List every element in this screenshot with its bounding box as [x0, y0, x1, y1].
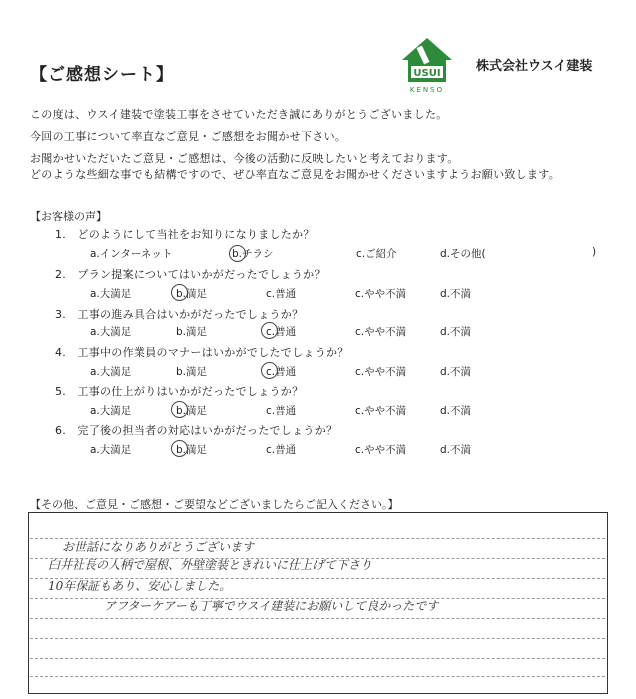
- selected-circle: [261, 362, 278, 379]
- option-c[interactable]: c.ご紹介: [356, 248, 397, 260]
- intro-line: 今回の工事について率直なご意見・ご感想をお聞かせ下さい。: [30, 130, 347, 143]
- selected-circle: [229, 245, 246, 262]
- option-d[interactable]: d.不満: [440, 405, 472, 417]
- page-title: 【ご感想シート】: [30, 65, 174, 85]
- option-b[interactable]: b.満足: [176, 405, 208, 417]
- intro-line: お聞かせいただいたご意見・ご感想は、今後の活動に反映したいと考えております。: [30, 152, 459, 165]
- selected-circle: [261, 322, 278, 339]
- option-c[interactable]: c.普通: [266, 366, 297, 378]
- option-b[interactable]: b.満足: [176, 326, 208, 338]
- ruled-line: [30, 618, 605, 619]
- option-d[interactable]: d.不満: [440, 288, 472, 300]
- option-d[interactable]: d.不満: [440, 326, 472, 338]
- question-5: 5. 工事の仕上がりはいかがだったでしょうか？: [55, 385, 304, 398]
- company-logo: [398, 36, 456, 96]
- ruled-line: [30, 638, 605, 639]
- selected-circle: [171, 401, 188, 418]
- selected-circle: [171, 284, 188, 301]
- intro-line: この度は、ウスイ建装で塗装工事をさせていただき誠にありがとうございました。: [30, 108, 448, 121]
- voice-heading: 【お客様の声】: [30, 210, 107, 223]
- question-4: 4. 工事中の作業員のマナーはいかがでしたでしょうか？: [55, 346, 349, 359]
- handwritten-line: アフターケアーも丁寧でウスイ建装にお願いして良かったです: [104, 599, 439, 613]
- ruled-line: [30, 658, 605, 659]
- comments-heading: 【その他、ご意見・ご感想・ご要望などございましたらご記入ください。】: [30, 498, 399, 511]
- question-1: 1. どのようにして当社をお知りになりましたか？: [55, 228, 315, 241]
- handwritten-line: お世話になりありがとうございます: [62, 540, 255, 554]
- svg-text:USUI: USUI: [413, 68, 441, 79]
- question-2: 2. プラン提案についてはいかがだったでしょうか？: [55, 268, 326, 281]
- svg-text:KENSO: KENSO: [409, 86, 445, 94]
- option-b[interactable]: b.満足: [176, 444, 208, 456]
- handwritten-line: 臼井社長の人柄で屋根、外壁塗装ときれいに仕上げて下さり: [48, 558, 373, 572]
- handwritten-line: 10年保証もあり、安心しました。: [48, 579, 232, 593]
- question-6: 6. 完了後の担当者の対応はいかがだったでしょうか？: [55, 424, 338, 437]
- ruled-line: [30, 676, 605, 677]
- option-a[interactable]: a.大満足: [90, 366, 132, 378]
- option-d[interactable]: d.その他(: [440, 248, 486, 260]
- option-c[interactable]: c.普通: [266, 405, 297, 417]
- option-c2[interactable]: c.やや不満: [355, 326, 407, 338]
- question-3: 3. 工事の進み具合はいかがだったでしょうか？: [55, 308, 304, 321]
- option-a[interactable]: a.大満足: [90, 326, 132, 338]
- option-c[interactable]: c.普通: [266, 444, 297, 456]
- option-a[interactable]: a.大満足: [90, 405, 132, 417]
- option-c2[interactable]: c.やや不満: [355, 366, 407, 378]
- house-logo-icon: [398, 36, 456, 96]
- option-c[interactable]: c.普通: [266, 288, 297, 300]
- option-d[interactable]: d.不満: [440, 444, 472, 456]
- option-a[interactable]: a.インターネット: [90, 248, 173, 260]
- option-d[interactable]: d.不満: [440, 366, 472, 378]
- company-name: 株式会社ウスイ建装: [476, 59, 593, 74]
- option-b[interactable]: b.満足: [176, 366, 208, 378]
- option-c2[interactable]: c.やや不満: [355, 405, 407, 417]
- option-c2[interactable]: c.やや不満: [355, 444, 407, 456]
- option-c2[interactable]: c.やや不満: [355, 288, 407, 300]
- option-a[interactable]: a.大満足: [90, 288, 132, 300]
- option-b[interactable]: b.満足: [176, 288, 208, 300]
- intro-line: どのような些細な事でも結構ですので、ぜひ率直なご意見をお聞かせくださいますようお願い致します。: [30, 168, 560, 181]
- selected-circle: [171, 440, 188, 457]
- option-c[interactable]: c.普通: [266, 326, 297, 338]
- option-a[interactable]: a.大満足: [90, 444, 132, 456]
- option-b[interactable]: b.チラシ: [232, 248, 274, 260]
- option-d-close: ): [592, 246, 597, 258]
